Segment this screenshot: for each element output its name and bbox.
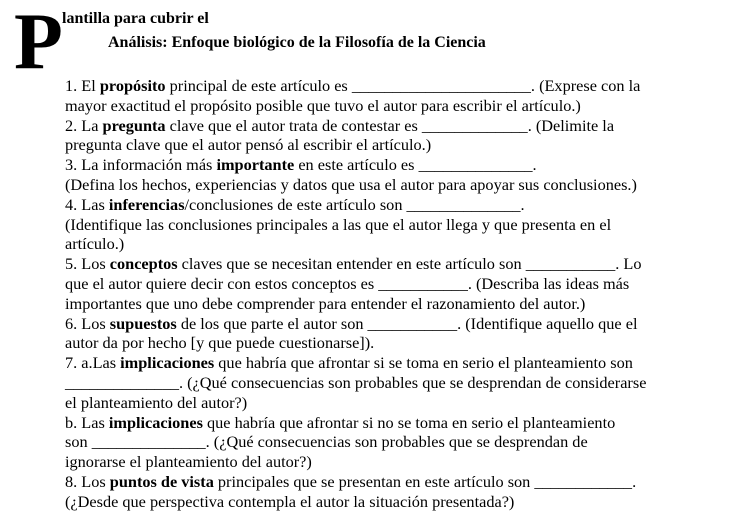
text-segment: de los que parte el autor son ___________. (Identifique aquello que el	[176, 313, 638, 333]
keyword: pregunta	[102, 115, 166, 135]
text-line	[65, 116, 743, 136]
text-segment: 5. Los	[65, 254, 110, 274]
keyword: propósito	[99, 76, 166, 95]
text-line	[65, 76, 743, 96]
keyword: supuestos	[109, 313, 177, 333]
text-segment: /conclusiones de este artículo son ______________.	[184, 194, 525, 214]
text-segment: clave que el autor trata de contestar es _____________. (Delimite la	[165, 115, 615, 135]
text-segment: pregunta clave que el autor pensó al escribir el artículo.)	[65, 135, 432, 155]
text-line	[65, 353, 743, 373]
text-line	[65, 234, 743, 254]
text-segment: (Identifique las conclusiones principales a las que el autor llega y que presenta en el	[65, 214, 612, 234]
title-line-1: lantilla para cubrir el	[62, 10, 209, 27]
text-segment: 7. a.Las	[65, 353, 121, 373]
text-line	[65, 452, 743, 472]
text-segment: 2. La	[65, 115, 103, 135]
keyword: implicaciones	[120, 353, 215, 373]
text-line	[65, 393, 743, 413]
text-line	[65, 155, 743, 175]
text-segment: 3. La información más	[65, 155, 217, 175]
text-line	[65, 472, 743, 492]
text-segment: que habría que afrontar si no se toma en serio el planteamiento	[202, 412, 616, 432]
text-segment: b. Las	[65, 412, 109, 432]
text-segment: autor da por hecho [y que puede cuestionarse]).	[65, 333, 375, 353]
text-line	[65, 492, 743, 512]
text-segment: claves que se necesitan entender en este artículo son ___________. Lo	[177, 254, 642, 274]
drop-cap: P	[14, 0, 63, 86]
text-segment: (¿Desde que perspectiva contempla el autor la situación presentada?)	[65, 491, 515, 511]
text-segment: importantes que uno debe comprender para entender el razonamiento del autor.)	[65, 293, 586, 313]
title-line-2: Análisis: Enfoque biológico de la Filosofía de la Ciencia	[108, 34, 486, 51]
text-line	[65, 432, 743, 452]
text-segment: que habría que afrontar si se toma en serio el planteamiento son	[214, 353, 633, 373]
text-segment: 8. Los	[65, 471, 110, 491]
text-line	[65, 373, 743, 393]
text-segment: artículo.)	[65, 234, 125, 254]
text-line	[65, 274, 743, 294]
keyword: conceptos	[109, 254, 178, 274]
text-line	[65, 294, 743, 314]
keyword: implicaciones	[108, 412, 203, 432]
text-line	[65, 413, 743, 433]
text-segment: 6. Los	[65, 313, 110, 333]
text-line	[65, 254, 743, 274]
text-segment: 4. Las	[65, 194, 109, 214]
text-segment: son ______________. (¿Qué consecuencias son probables que se desprendan de	[65, 432, 588, 452]
text-segment: 1. El	[65, 76, 100, 95]
text-line	[65, 96, 743, 116]
text-line	[65, 195, 743, 215]
text-segment: ______________. (¿Qué consecuencias son probables que se desprendan de considerarse	[65, 372, 647, 392]
text-segment: que el autor quiere decir con estos conceptos es ___________. (Describa las ideas más	[65, 273, 630, 293]
questionnaire-body	[65, 76, 743, 512]
keyword: inferencias	[108, 194, 185, 214]
text-line	[65, 314, 743, 334]
text-segment: ignorarse el planteamiento del autor?)	[65, 452, 312, 472]
text-segment: principal de este artículo es ______________________. (Exprese con la	[165, 76, 641, 95]
text-segment: en este artículo es ______________.	[294, 155, 537, 175]
text-segment: principales que se presentan en este artículo son ____________.	[213, 471, 637, 491]
text-segment: mayor exactitud el propósito posible que tuvo el autor para escribir el artículo.)	[65, 95, 581, 115]
text-line	[65, 175, 743, 195]
text-line	[65, 333, 743, 353]
keyword: puntos de vista	[109, 471, 214, 491]
keyword: importante	[216, 155, 295, 175]
text-line	[65, 135, 743, 155]
text-segment: el planteamiento del autor?)	[65, 392, 248, 412]
text-line	[65, 215, 743, 235]
text-segment: (Defina los hechos, experiencias y datos que usa el autor para apoyar sus conclusiones.)	[65, 174, 637, 194]
